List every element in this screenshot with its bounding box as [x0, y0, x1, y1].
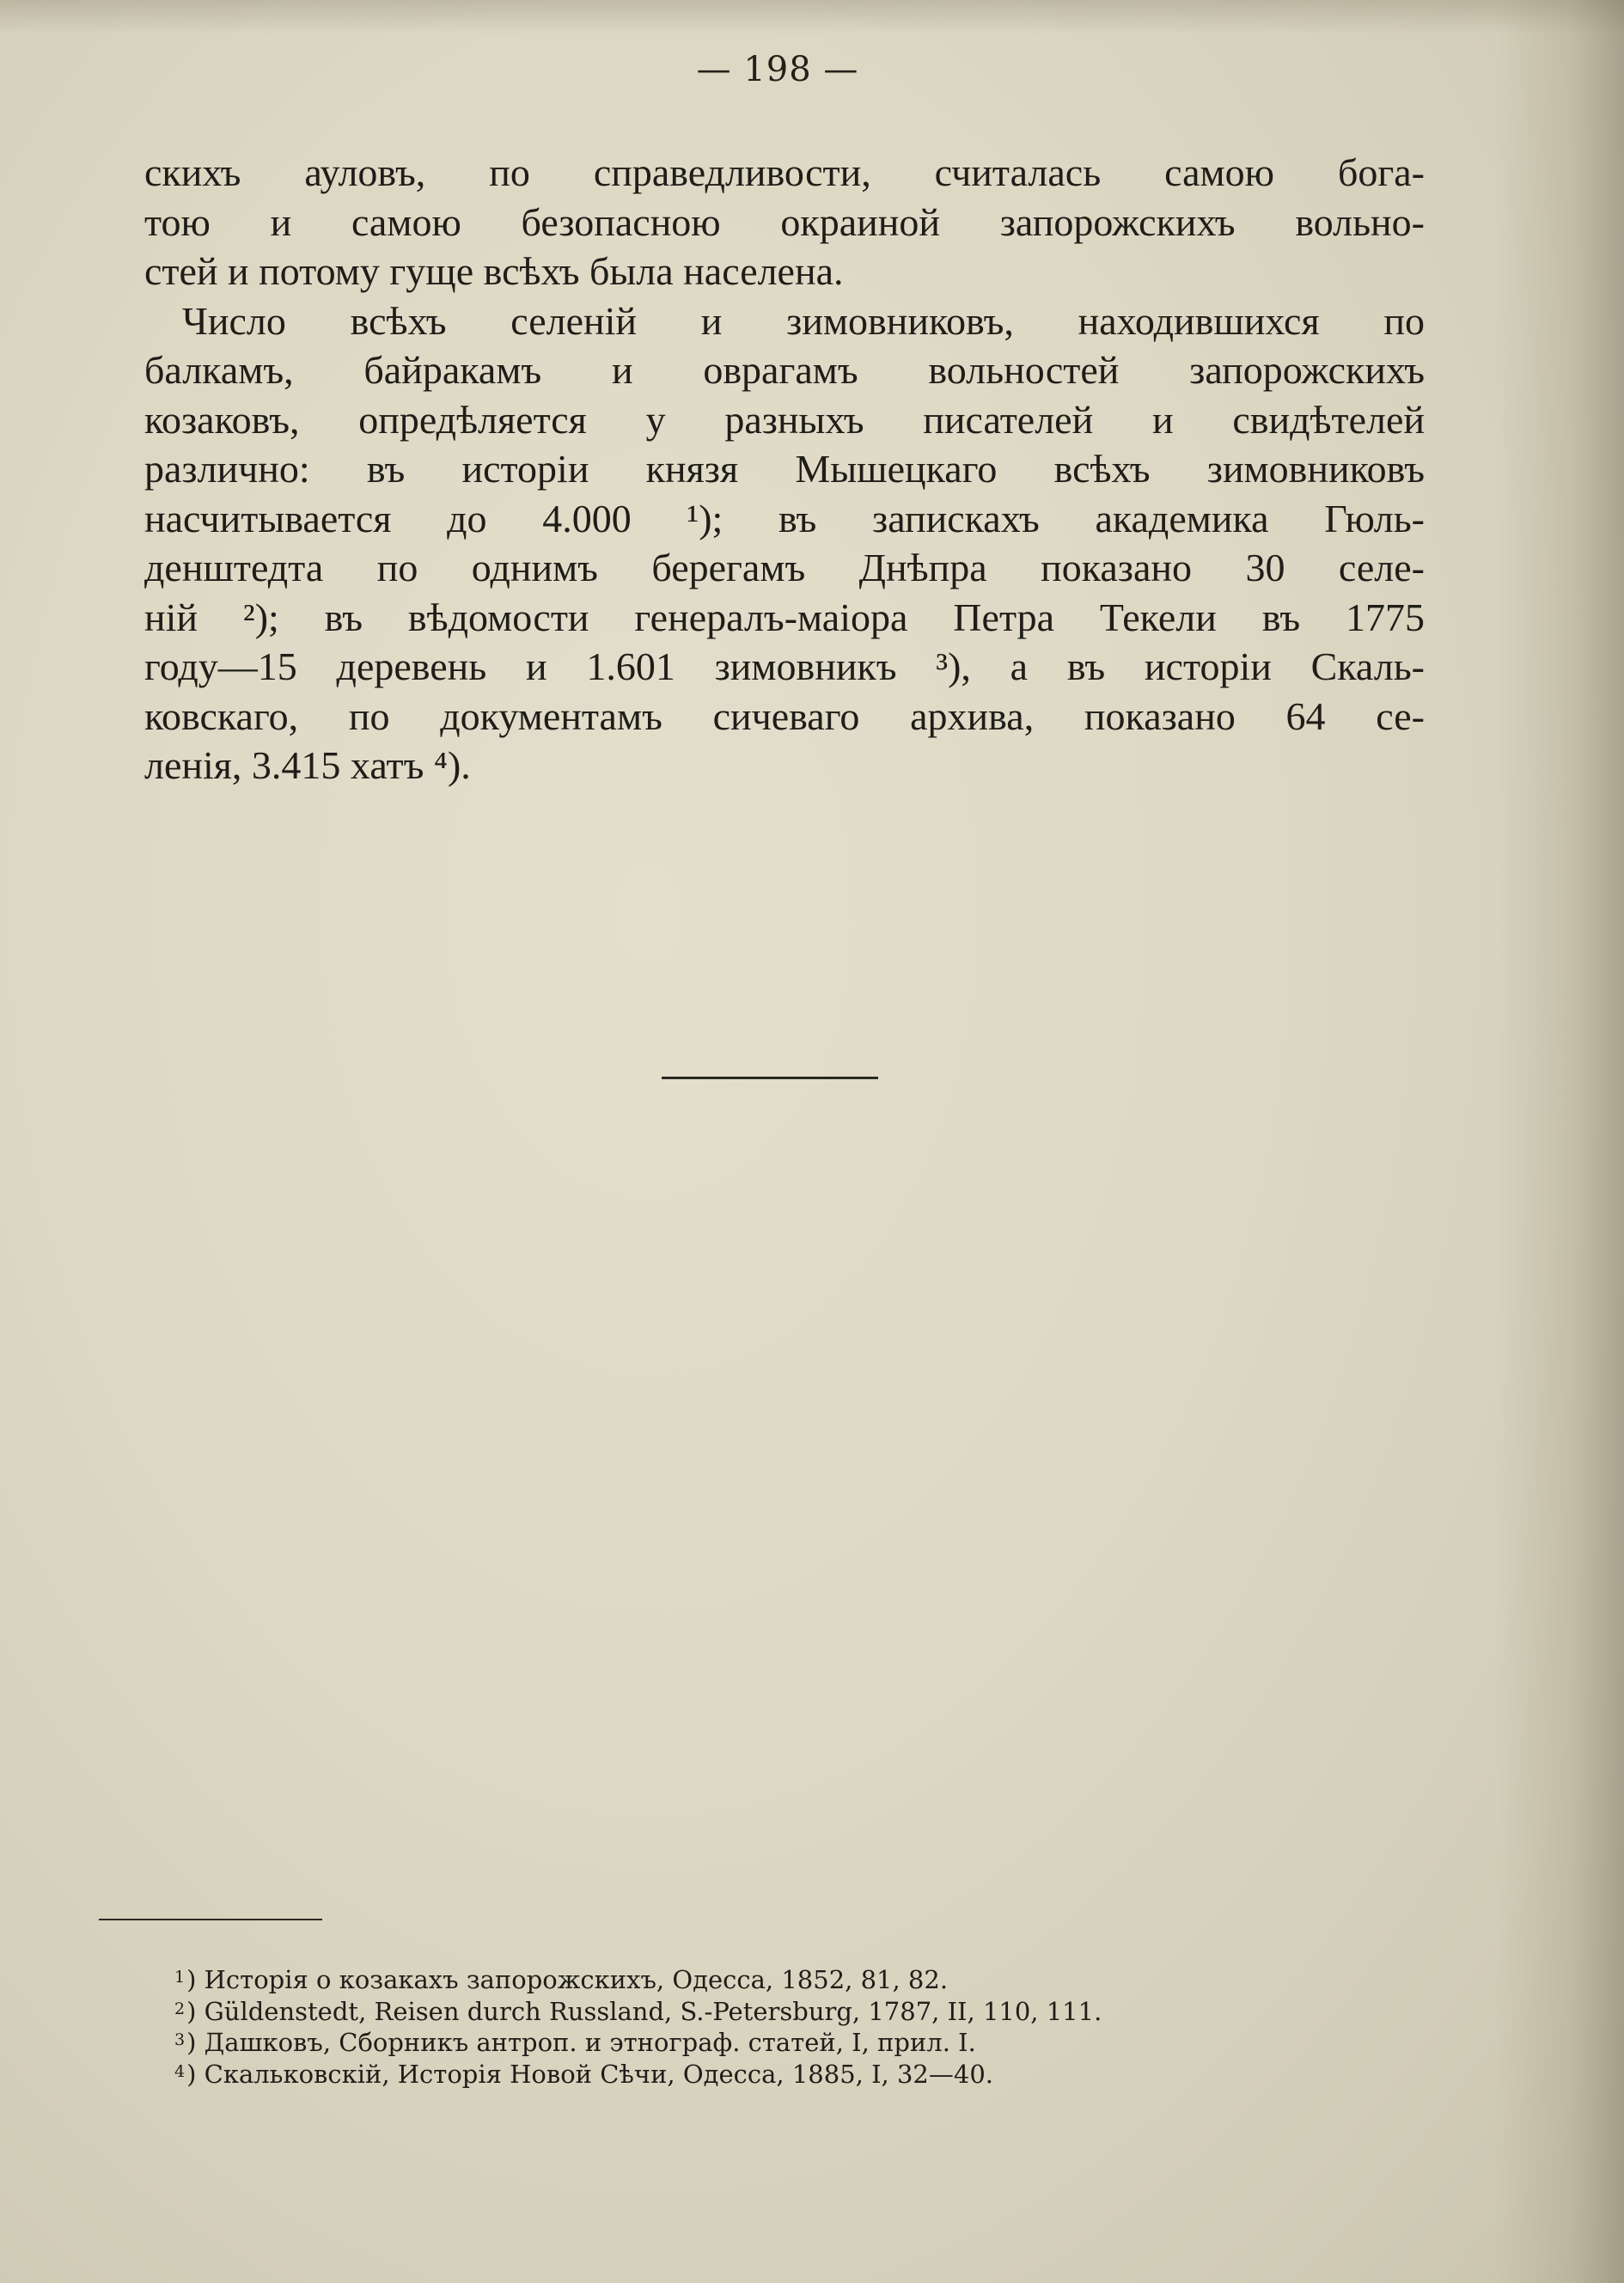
body-line-4: Число всѣхъ селеній и зимовниковъ, находившихся по [182, 298, 1425, 343]
page-number: — 198 — [696, 50, 859, 89]
body-line-3: стей и потому гуще всѣхъ была населена. [144, 249, 844, 293]
body-line-2: тою и самою безопасною окраиной запорожскихъ вольно- [144, 199, 1425, 244]
footnote-marker-1: 1 [174, 1968, 186, 1987]
footnote-text-1: ) Исторія о козакахъ запорожскихъ, Одесса, 1852, 81, 82. [186, 1965, 949, 1994]
footnote-rule [99, 1919, 322, 1920]
body-line-13: ленія, 3.415 хатъ ⁴). [144, 743, 471, 787]
footnote-text-2: ) Güldenstedt, Reisen durch Russland, S.-Petersburg, 1787, II, 110, 111. [186, 1996, 1102, 2026]
footnote-marker-3: 3 [174, 2030, 186, 2049]
footnote-4 [174, 2056, 1463, 2088]
top-edge-shadow [0, 0, 1624, 34]
right-edge-shadow [1495, 0, 1624, 2283]
footnote-1 [174, 1962, 1463, 1993]
body-line-11: году—15 деревень и 1.601 зимовникъ ³), а въ исторіи Скаль- [144, 644, 1425, 688]
footnote-marker-4: 4 [174, 2061, 186, 2081]
body-line-1: скихъ ауловъ, по справедливости, считалась самою бога- [144, 150, 1425, 194]
footnote-text-4: ) Скальковскій, Исторія Новой Сѣчи, Одесса, 1885, I, 32—40. [186, 2059, 993, 2089]
footnote-2 [174, 1993, 1463, 2025]
body-text [144, 148, 1425, 791]
section-divider [662, 1077, 878, 1079]
body-line-9: денштедта по однимъ берегамъ Днѣпра показано 30 селе- [144, 546, 1425, 589]
footnote-marker-2: 2 [174, 1999, 186, 2018]
body-line-12: ковскаго, по документамъ сичеваго архива, показано 64 се- [144, 693, 1425, 738]
footnotes [174, 1962, 1463, 2087]
footnote-text-3: ) Дашковъ, Сборникъ антроп. и этнограф. статей, I, прил. I. [186, 2028, 976, 2057]
body-line-5: балкамъ, байракамъ и оврагамъ вольностей запорожскихъ [144, 348, 1425, 392]
body-line-7: различно: въ исторіи князя Мышецкаго всѣхъ зимовниковъ [144, 447, 1425, 491]
footnote-3 [174, 2024, 1463, 2056]
body-line-8: насчитывается до 4.000 ¹); въ запискахъ академика Гюль- [144, 496, 1425, 540]
body-line-6: козаковъ, опредѣляется у разныхъ писателей и свидѣтелей [144, 397, 1425, 442]
body-line-10: ній ²); въ вѣдомости генералъ-маіора Петра Текели въ 1775 [144, 595, 1425, 639]
